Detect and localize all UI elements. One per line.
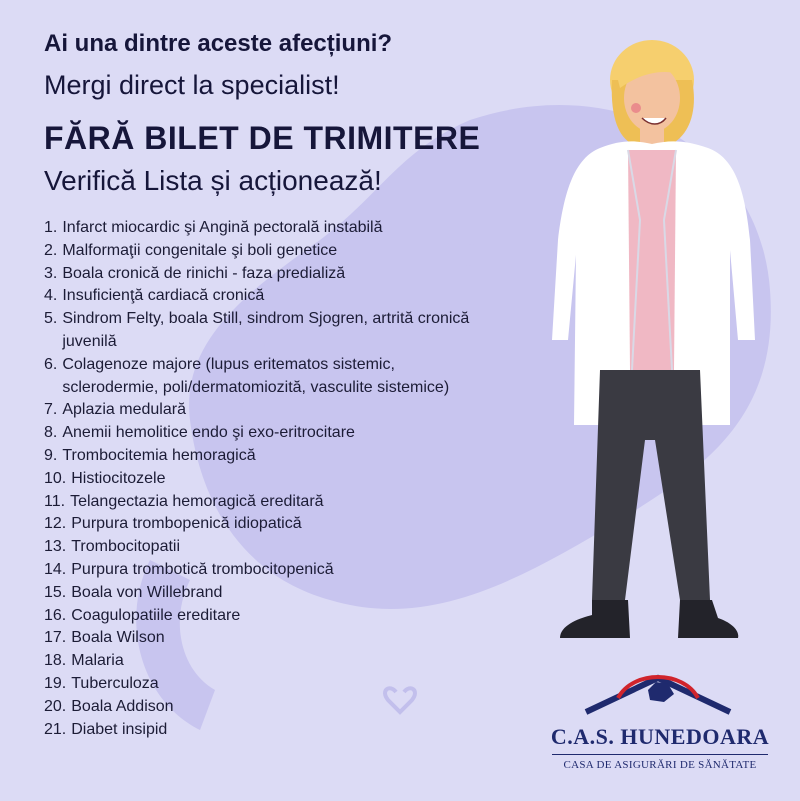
condition-text: Insuficienţă cardiacă cronică — [62, 287, 265, 305]
condition-number: 17. — [44, 629, 67, 647]
condition-item — [44, 696, 494, 719]
condition-text: Trombocitopatii — [71, 538, 181, 556]
condition-number: 13. — [44, 538, 67, 556]
condition-text: Malaria — [71, 652, 124, 670]
condition-number: 6. — [44, 355, 58, 373]
doctor-illustration — [540, 40, 760, 650]
condition-number: 14. — [44, 560, 67, 578]
condition-text: Sindrom Felty, boala Still, sindrom Sjogren, artrită cronică juvenilă — [62, 310, 470, 350]
house-roof-icon — [578, 668, 738, 720]
condition-item — [44, 399, 494, 422]
condition-text: Tuberculoza — [71, 674, 159, 692]
condition-number: 20. — [44, 697, 67, 715]
condition-text: Purpura trombotică trombocitopenică — [71, 560, 334, 578]
condition-text: Boala cronică de rinichi - faza predializă — [62, 264, 346, 282]
condition-item — [44, 650, 494, 673]
condition-number: 7. — [44, 401, 58, 419]
condition-number: 5. — [44, 310, 58, 328]
condition-text: Purpura trombopenică idiopatică — [71, 515, 302, 533]
condition-item — [44, 627, 494, 650]
headline-check-list: Verifică Lista și acționează! — [44, 165, 382, 196]
cas-hunedoara-logo — [542, 668, 778, 783]
condition-text: Diabet insipid — [71, 720, 168, 738]
condition-text: Colagenoze majore (lupus eritematos sistemic, sclerodermie, poli/dermatomiozită, vasculite sistemice) — [62, 355, 450, 396]
condition-text: Boala von Willebrand — [71, 583, 223, 601]
condition-text: Telangectazia hemoragică ereditară — [70, 492, 324, 510]
conditions-list — [44, 217, 494, 741]
doctor-cheek — [631, 103, 641, 113]
doctor-shirt — [628, 150, 676, 370]
condition-text: Boala Addison — [71, 697, 174, 715]
condition-text: Infarct miocardic şi Angină pectorală instabilă — [62, 219, 383, 236]
headline-specialist: Mergi direct la specialist! — [44, 70, 340, 100]
doctor-shoe-right — [678, 600, 738, 638]
condition-number: 21. — [44, 720, 67, 738]
condition-item — [44, 719, 494, 742]
condition-number: 3. — [44, 264, 58, 282]
condition-text: Aplazia medulară — [62, 401, 186, 419]
condition-number: 12. — [44, 515, 67, 533]
headline-question: Ai una dintre aceste afecțiuni? — [44, 30, 393, 57]
condition-number: 19. — [44, 674, 67, 692]
condition-item — [44, 354, 494, 400]
condition-text: Coagulopatiile ereditare — [71, 606, 241, 624]
condition-number: 8. — [44, 424, 58, 442]
condition-item — [44, 217, 494, 240]
condition-item — [44, 513, 494, 536]
condition-number: 1. — [44, 219, 58, 236]
condition-text: Boala Wilson — [71, 629, 165, 647]
logo-divider — [552, 754, 768, 755]
condition-number: 9. — [44, 446, 58, 464]
condition-number: 11. — [44, 492, 66, 510]
condition-number: 4. — [44, 287, 58, 305]
condition-item — [44, 536, 494, 559]
condition-number: 10. — [44, 469, 67, 487]
condition-text: Histiocitozele — [71, 469, 166, 487]
condition-item — [44, 582, 494, 605]
condition-item — [44, 673, 494, 696]
condition-number: 15. — [44, 583, 67, 601]
condition-item — [44, 285, 494, 308]
condition-item — [44, 559, 494, 582]
condition-item — [44, 468, 494, 491]
condition-item — [44, 491, 494, 514]
logo-subtitle: CASA DE ASIGURĂRI DE SĂNĂTATE — [563, 759, 757, 771]
condition-text: Malformaţii congenitale şi boli genetice — [62, 241, 338, 259]
logo-name: C.A.S. HUNEDOARA — [550, 724, 770, 749]
condition-item — [44, 263, 494, 286]
condition-item — [44, 308, 494, 354]
condition-item — [44, 445, 494, 468]
condition-item — [44, 240, 494, 263]
condition-number: 2. — [44, 241, 58, 259]
condition-text: Trombocitemia hemoragică — [62, 446, 256, 464]
condition-item — [44, 422, 494, 445]
doctor-shoe-left — [560, 600, 630, 638]
condition-text: Anemii hemolitice endo şi exo-eritrocitare — [62, 424, 355, 442]
headline-no-referral: FĂRĂ BILET DE TRIMITERE — [44, 120, 481, 156]
doctor-trousers — [592, 370, 710, 600]
condition-item — [44, 605, 494, 628]
condition-number: 16. — [44, 606, 67, 624]
condition-number: 18. — [44, 652, 67, 670]
